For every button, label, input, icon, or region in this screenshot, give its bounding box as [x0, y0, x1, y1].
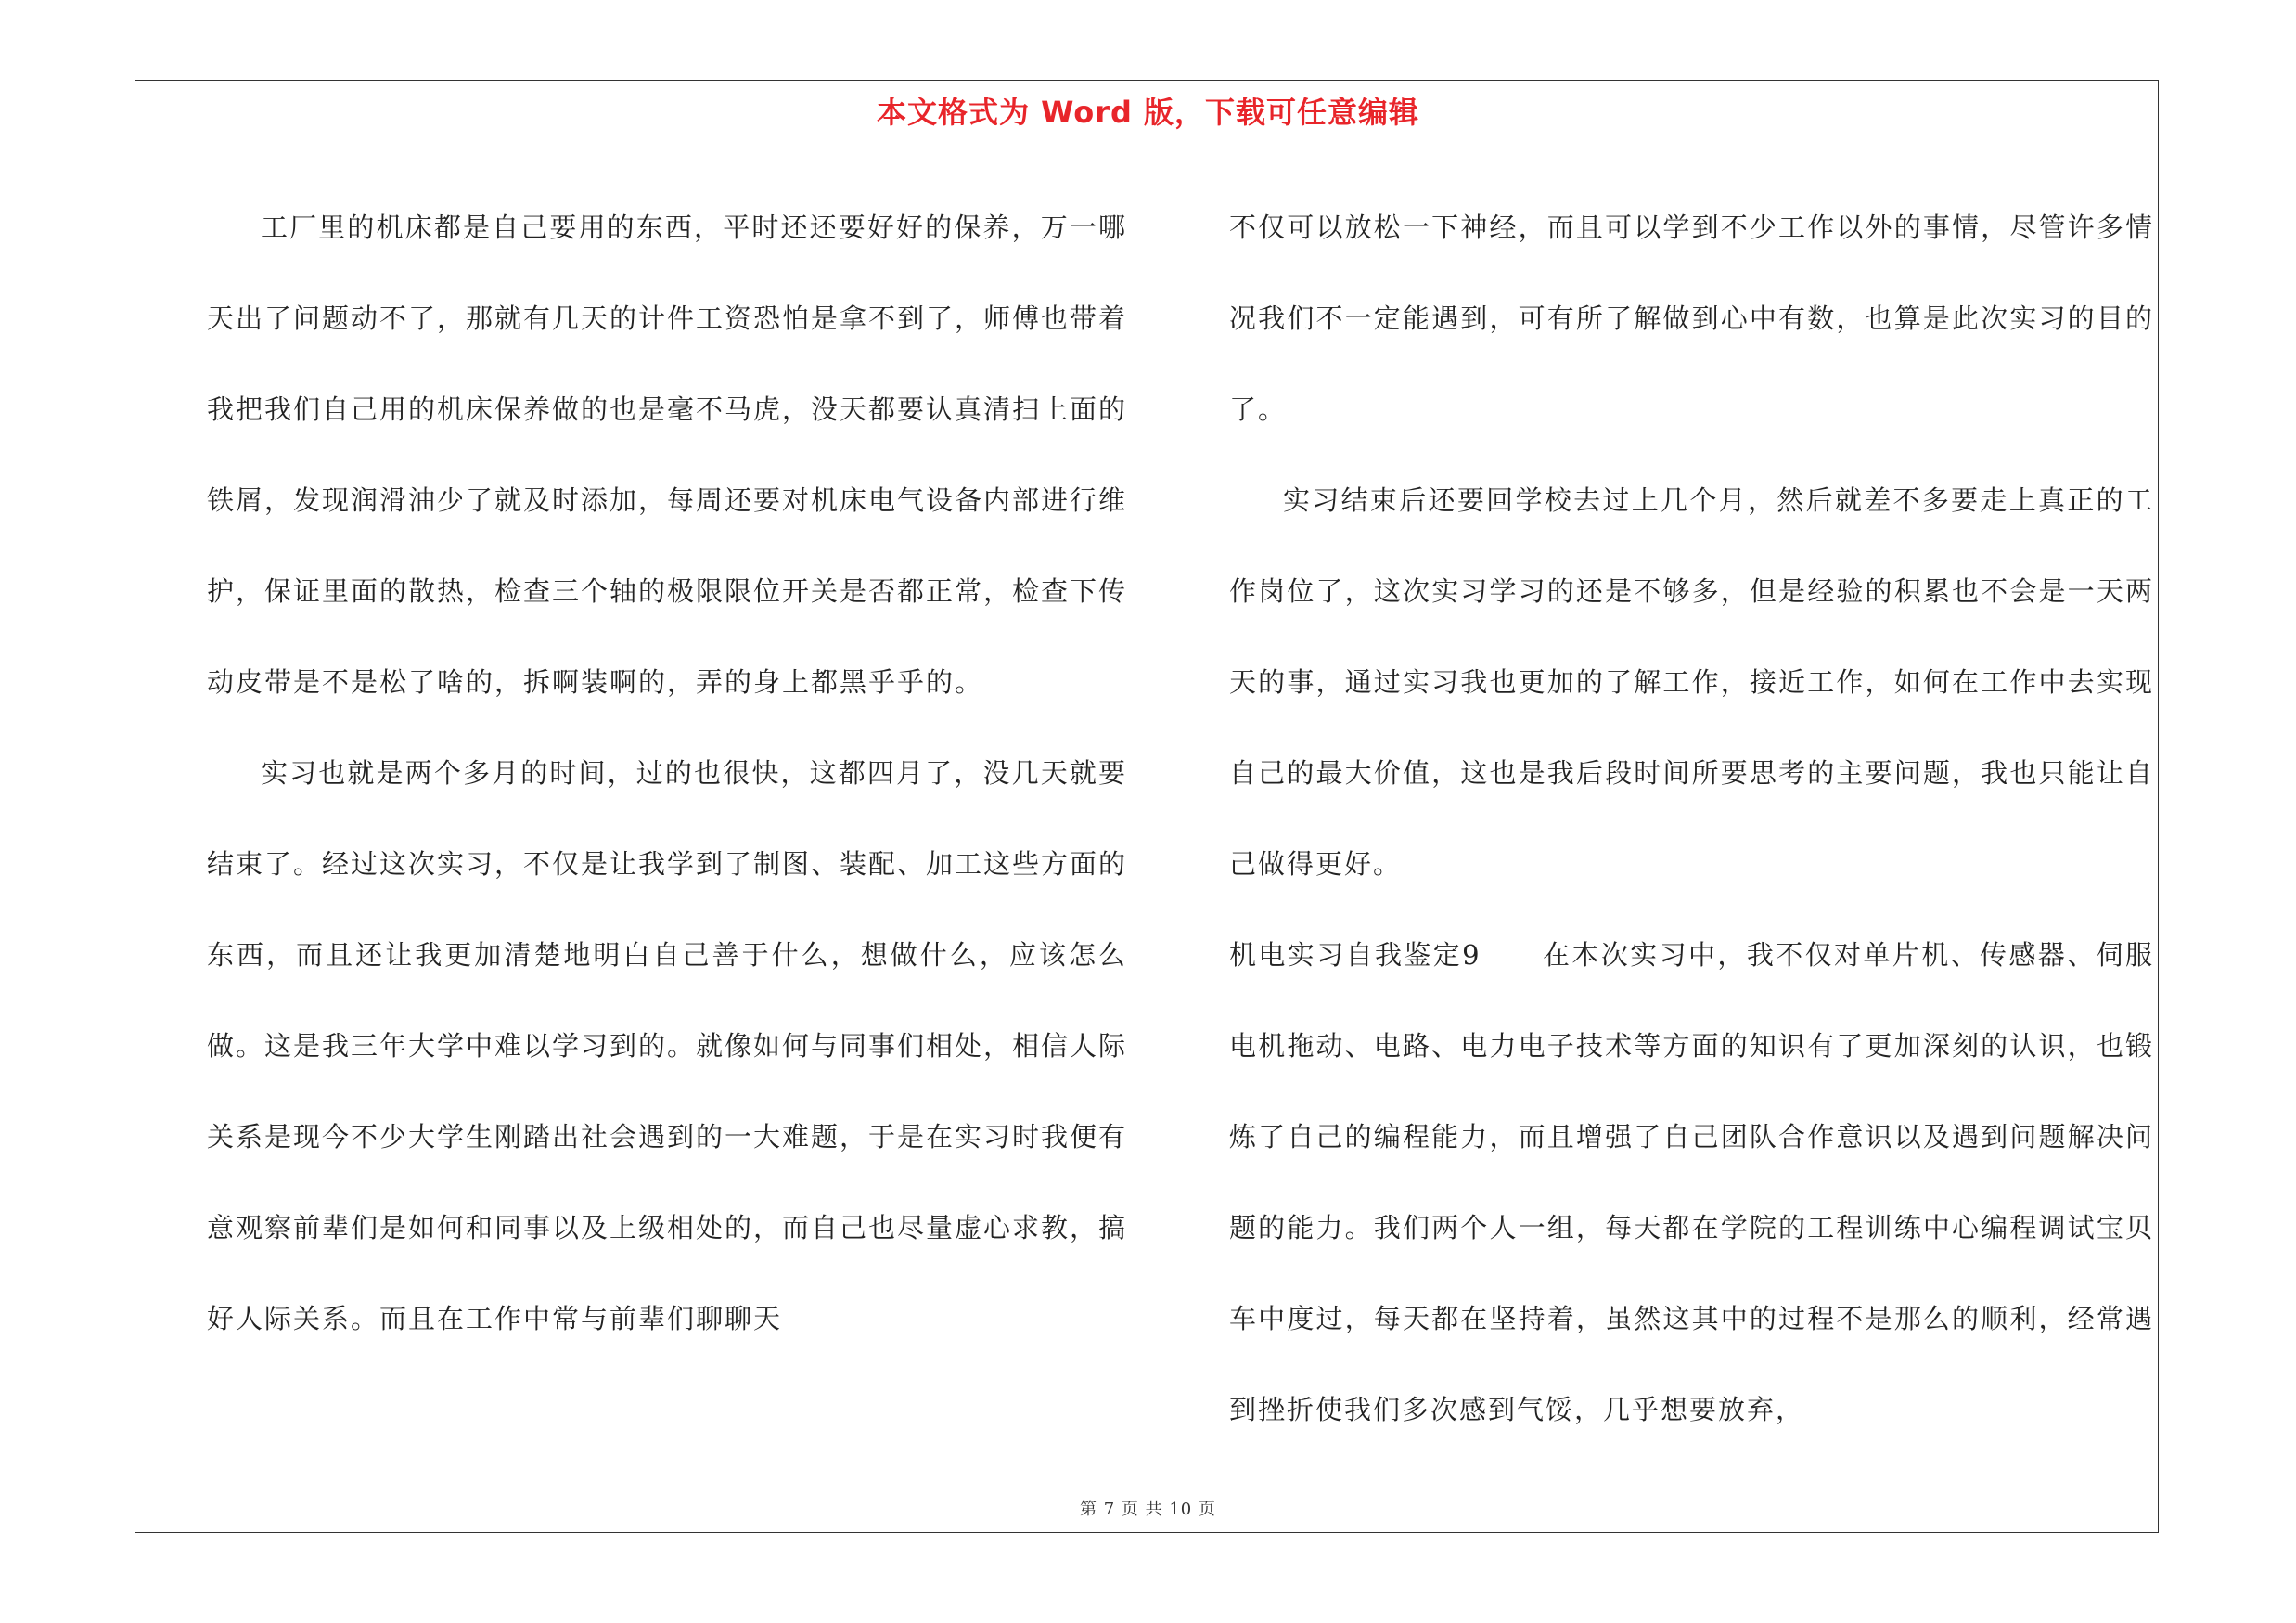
paragraph-machine-maintenance: 工厂里的机床都是自己要用的东西，平时还还要好好的保养，万一哪天出了问题动不了，那就有几天的计件工资恐怕是拿不到了，师傅也带着我把我们自己用的机床保养做的也是毫不马虎，没天都要认真清扫上面的铁屑，发现润滑油少了就及时添加，每周还要对机床电气设备内部进行维护，保证里面的散热，检查三个轴的极限限位开关是否都正常，检查下传动皮带是不是松了啥的，拆啊装啊的，弄的身上都黑乎乎的。: [207, 212, 1128, 698]
paragraph-after-internship: 实习结束后还要回学校去过上几个月，然后就差不多要走上真正的工作岗位了，这次实习学习的还是不够多，但是经验的积累也不会是一天两天的事，通过实习我也更加的了解工作，接近工作，如何在工作中去实现自己的最大价值，这也是我后段时间所要思考的主要问题，我也只能让自己做得更好。: [1229, 484, 2154, 880]
right-text-column: [1229, 182, 2154, 1455]
paragraph-continuation: 不仅可以放松一下神经，而且可以学到不少工作以外的事情，尽管许多情况我们不一定能遇到，可有所了解做到心中有数，也算是此次实习的目的了。: [1229, 212, 2154, 425]
paragraph-internship-reflection: 实习也就是两个多月的时间，过的也很快，这都四月了，没几天就要结束了。经过这次实习，不仅是让我学到了制图、装配、加工这些方面的东西，而且还让我更加清楚地明白自己善于什么，想做什么，应该怎么做。这是我三年大学中难以学习到的。就像如何与同事们相处，相信人际关系是现今不少大学生刚踏出社会遇到的一大难题，于是在实习时我便有意观察前辈们是如何和同事以及上级相处的，而自己也尽量虚心求教，搞好人际关系。而且在工作中常与前辈们聊聊天: [207, 757, 1128, 1334]
page-number-footer: 第 7 页 共 10 页: [1080, 1500, 1216, 1519]
word-format-banner: 本文格式为 Word 版，下载可任意编辑: [876, 95, 1420, 130]
section-heading: 机电实习自我鉴定9: [1229, 939, 1481, 971]
left-text-column: [207, 182, 1127, 1364]
paragraph-self-assessment: [1229, 909, 2154, 1455]
section-body: 在本次实习中，我不仅对单片机、传感器、伺服电机拖动、电路、电力电子技术等方面的知识有了更加深刻的认识，也锻炼了自己的编程能力，而且增强了自己团队合作意识以及遇到问题解决问题的能力。我们两个人一组，每天都在学院的工程训练中心编程调试宝贝车中度过，每天都在坚持着，虽然这其中的过程不是那么的顺利，经常遇到挫折使我们多次感到气馁，几乎想要放弃，: [1229, 939, 2154, 1425]
